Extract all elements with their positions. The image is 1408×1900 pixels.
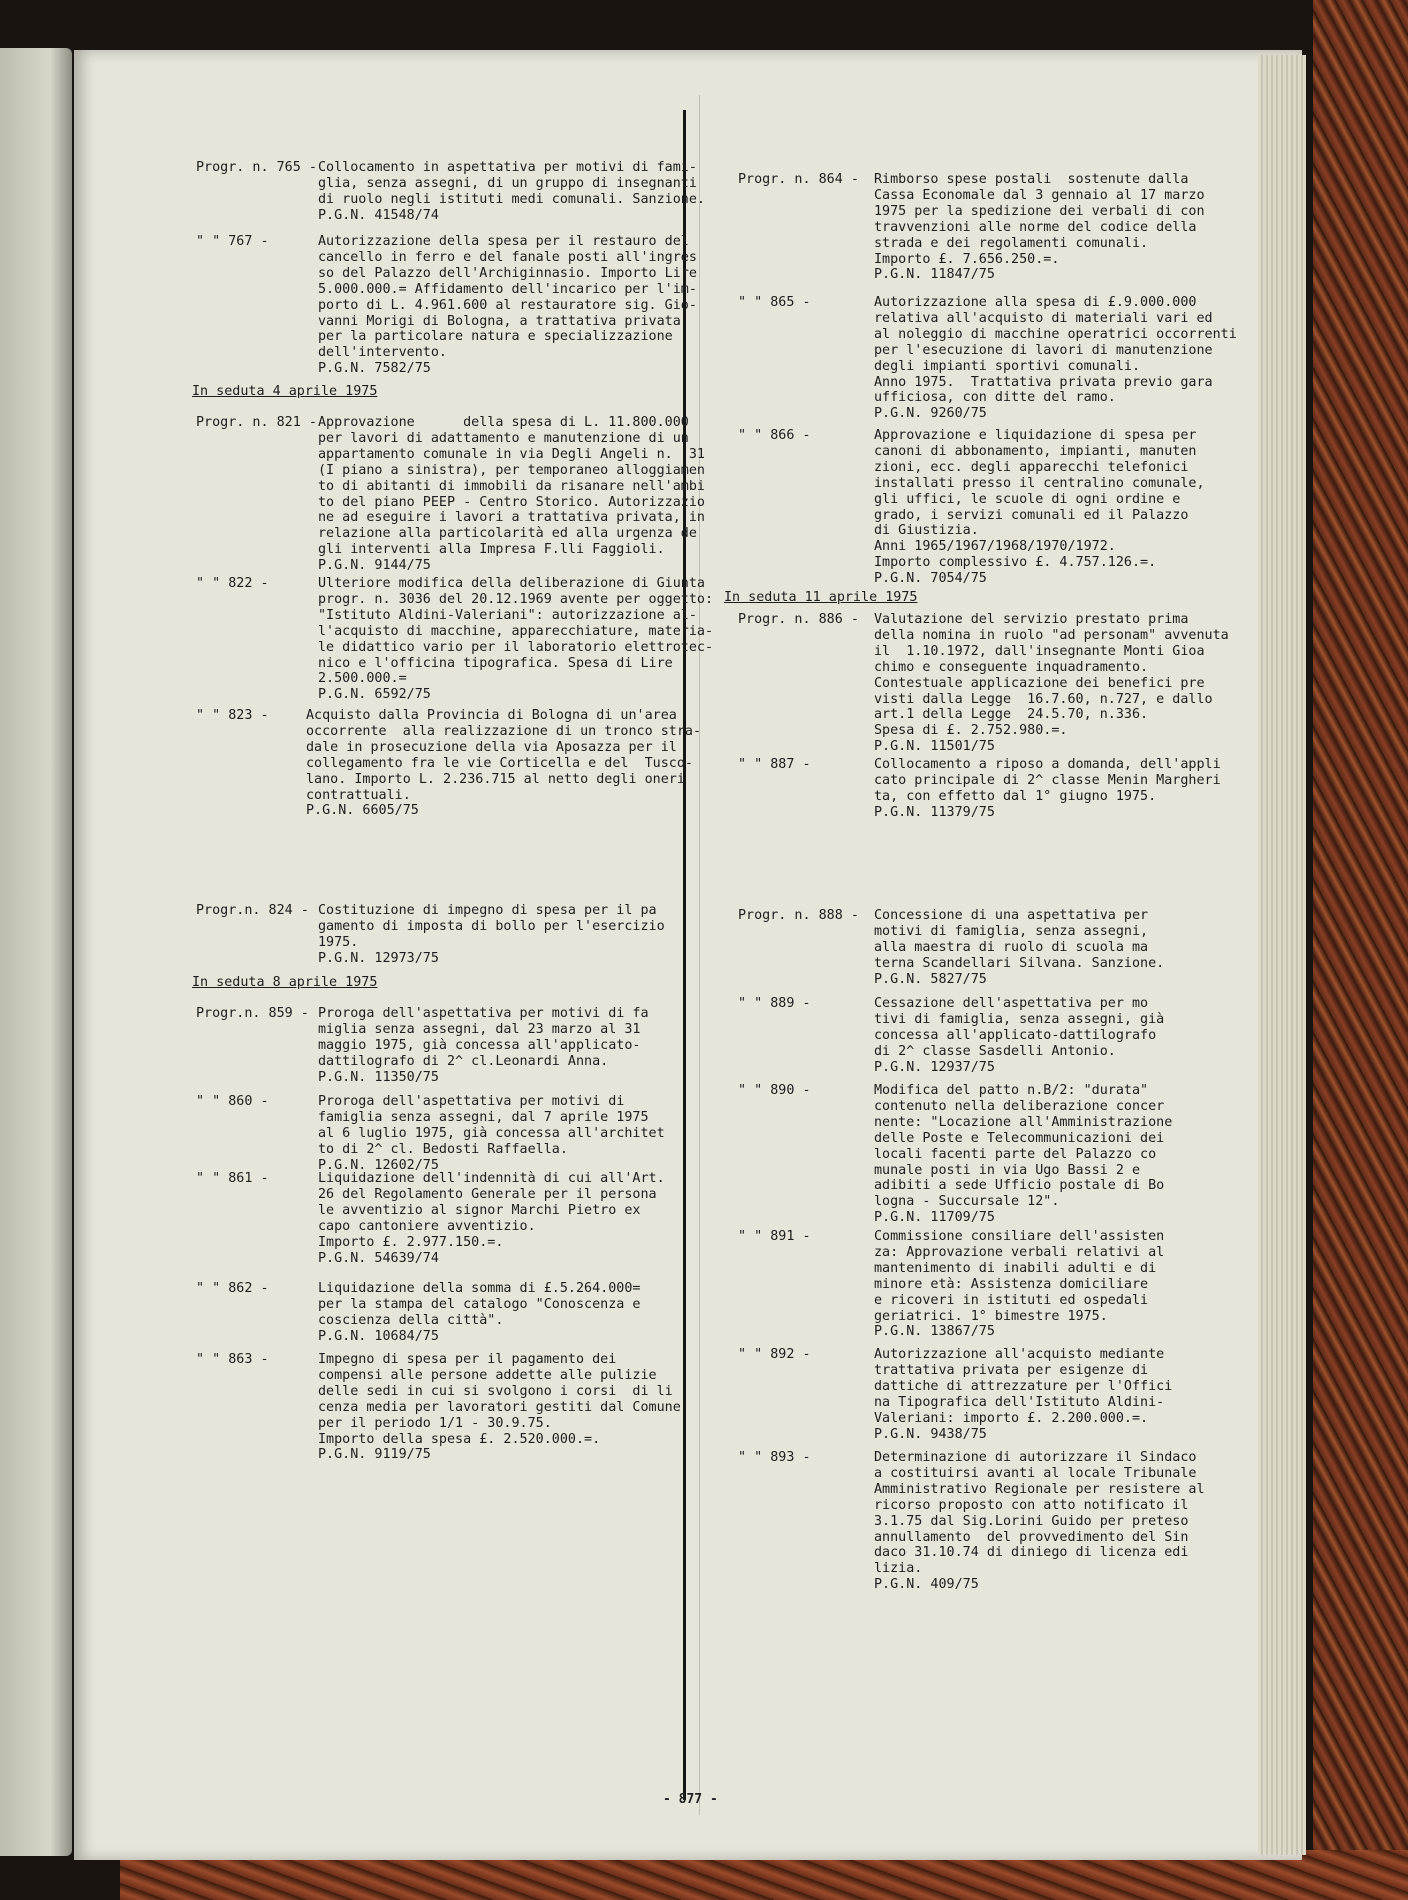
record-line: P.G.N. 7054/75 — [874, 571, 987, 587]
record-line: a costituirsi avanti al locale Tribunale — [874, 1465, 1197, 1481]
column-guide-line — [699, 95, 700, 1815]
record-line: relativa all'acquisto di materiali vari ed — [874, 310, 1213, 326]
record-line: capo cantoniere avventizio. — [318, 1218, 536, 1234]
record-line: Importo £. 2.977.150.=. — [318, 1234, 504, 1250]
record-text — [874, 172, 1205, 283]
record-line: delle Poste e Telecommunicazioni dei — [874, 1130, 1165, 1146]
record-line: cato principale di 2^ classe Menin Margheri — [874, 772, 1221, 788]
record-line: relazione alla particolarità ed alla urgenza de — [318, 526, 697, 542]
record-line: motivi di famiglia, senza assegni, — [874, 923, 1149, 939]
record-number-label: " " 861 - — [196, 1171, 269, 1186]
record-line: l'acquisto di macchine, apparecchiature, materia- — [318, 623, 714, 639]
record-line: Approvazione e liquidazione di spesa per — [874, 428, 1197, 443]
record-line: Anni 1965/1967/1968/1970/1972. — [874, 539, 1116, 555]
record-line: P.G.N. 11379/75 — [874, 804, 995, 820]
record-line: grado, i servizi comunali ed il Palazzo — [874, 507, 1189, 523]
record-text — [318, 576, 713, 703]
record-line: le didattico vario per il laboratorio elettrotec- — [318, 639, 714, 655]
session-heading: In seduta 8 aprile 1975 — [192, 975, 378, 990]
record-number-label: " " 893 - — [738, 1450, 811, 1465]
record-text — [874, 612, 1229, 755]
record-line: Valeriani: importo £. 2.200.000.=. — [874, 1410, 1149, 1426]
record-text — [318, 903, 665, 967]
record-number-label: " " 823 - — [196, 708, 269, 723]
record-line: porto di L. 4.961.600 al restauratore sig. Gio- — [318, 297, 697, 313]
record-line: Autorizzazione alla spesa di £.9.000.000 — [874, 295, 1197, 310]
record-text — [318, 1352, 681, 1463]
record-line: P.G.N. 11501/75 — [874, 739, 995, 755]
session-heading: In seduta 4 aprile 1975 — [192, 384, 378, 399]
record-line: 2.500.000.= — [318, 671, 407, 687]
record-line: Contestuale applicazione dei benefici pre — [874, 675, 1205, 691]
record-number-label: Progr. n. 765 - — [196, 160, 317, 175]
record-line: gli interventi alla Impresa F.lli Faggioli. — [318, 542, 665, 558]
record-line: P.G.N. 12973/75 — [318, 950, 439, 966]
record-line: munale posti in via Ugo Bassi 2 e — [874, 1162, 1141, 1178]
page-number: - 877 - — [663, 1792, 718, 1807]
record-line: le avventizio al signor Marchi Pietro ex — [318, 1202, 641, 1218]
record-line: canoni di abbonamento, impianti, manuten — [874, 443, 1197, 459]
record-text — [874, 1229, 1164, 1340]
record-number-label: " " 887 - — [738, 757, 811, 772]
record-line: Acquisto dalla Provincia di Bologna di un'area — [306, 708, 677, 723]
record-line: minore età: Assistenza domiciliare — [874, 1276, 1149, 1292]
record-line: della nomina in ruolo "ad personam" avvenuta — [874, 627, 1229, 643]
session-heading: In seduta 11 aprile 1975 — [724, 590, 918, 605]
record-line: Collocamento in aspettativa per motivi di fami- — [318, 160, 697, 175]
record-line: Liquidazione dell'indennità di cui all'Art. — [318, 1171, 665, 1186]
record-line: Impegno di spesa per il pagamento dei — [318, 1352, 617, 1367]
record-number-label: " " 863 - — [196, 1352, 269, 1367]
record-line: annullamento del provvedimento del Sin — [874, 1529, 1189, 1545]
page-stack-edge — [1258, 55, 1306, 1855]
record-line: contenuto nella deliberazione concer — [874, 1098, 1165, 1114]
record-line: Ulteriore modifica della deliberazione di Giunta — [318, 576, 705, 591]
record-line: terna Scandellari Silvana. Sanzione. — [874, 955, 1165, 971]
record-line: 5.000.000.= Affidamento dell'incarico per l'im- — [318, 281, 697, 297]
record-line: Valutazione del servizio prestato prima — [874, 612, 1189, 627]
record-line: maggio 1975, già concessa all'applicato- — [318, 1037, 641, 1053]
record-number-label: Progr.n. 859 - — [196, 1006, 309, 1021]
record-line: alla maestra di ruolo di scuola ma — [874, 939, 1149, 955]
record-line: P.G.N. 11350/75 — [318, 1069, 439, 1085]
record-line: dale in prosecuzione della via Aposazza per il — [306, 739, 677, 755]
record-line: e ricoveri in istituti ed ospedali — [874, 1292, 1149, 1308]
record-line: occorrente alla realizzazione di un tronco stra- — [306, 723, 702, 739]
record-line: P.G.N. 41548/74 — [318, 207, 439, 223]
record-line: Commissione consiliare dell'assisten — [874, 1229, 1165, 1244]
record-text — [874, 996, 1164, 1076]
record-number-label: Progr. n. 821 - — [196, 415, 317, 430]
record-line: Amministrativo Regionale per resistere al — [874, 1481, 1205, 1497]
record-line: travvenzioni alle norme del codice della — [874, 219, 1197, 235]
record-line: Approvazione della spesa di L. 11.800.000 — [318, 415, 689, 430]
record-line: delle sedi in cui si svolgono i corsi di li — [318, 1383, 673, 1399]
record-line: P.G.N. 6592/75 — [318, 687, 431, 703]
record-line: nico e l'officina tipografica. Spesa di Lire — [318, 655, 673, 671]
record-text — [318, 1094, 665, 1174]
record-line: 26 del Regolamento Generale per il persona — [318, 1186, 657, 1202]
record-line: Liquidazione della somma di £.5.264.000= — [318, 1281, 641, 1296]
record-line: Proroga dell'aspettativa per motivi di fa — [318, 1006, 649, 1021]
record-line: al noleggio di macchine operatrici occorrenti — [874, 326, 1237, 342]
record-text — [874, 908, 1164, 988]
record-line: per l'esecuzione di lavori di manutenzione — [874, 342, 1213, 358]
record-line: Anno 1975. Trattativa privata previo gara — [874, 374, 1213, 390]
record-line: adibiti a sede Ufficio postale di Bo — [874, 1178, 1165, 1194]
record-line: zioni, ecc. degli apparecchi telefonici — [874, 459, 1189, 475]
record-text — [874, 295, 1237, 422]
record-line: mantenimento di inabili adulti e di — [874, 1260, 1157, 1276]
record-text — [874, 757, 1221, 821]
record-line: di Giustizia. — [874, 523, 979, 539]
record-text — [318, 1006, 649, 1086]
record-line: art.1 della Legge 24.5.70, n.336. — [874, 707, 1149, 723]
record-line: "Istituto Aldini-Valeriani": autorizzazione al- — [318, 607, 697, 623]
record-line: P.G.N. 9438/75 — [874, 1426, 987, 1442]
record-line: 1975 per la spedizione dei verbali di con — [874, 203, 1205, 219]
record-line: Importo della spesa £. 2.520.000.=. — [318, 1431, 601, 1447]
record-line: Cassa Economale dal 3 gennaio al 17 marzo — [874, 187, 1205, 203]
record-line: ta, con effetto dal 1° giugno 1975. — [874, 788, 1157, 804]
facing-page-edge — [0, 48, 72, 1856]
record-line: per il periodo 1/1 - 30.9.75. — [318, 1415, 552, 1431]
record-line: Concessione di una aspettativa per — [874, 908, 1149, 923]
record-line: tivi di famiglia, senza assegni, già — [874, 1011, 1165, 1027]
record-line: gamento di imposta di bollo per l'esercizio — [318, 918, 665, 934]
record-line: P.G.N. 6605/75 — [306, 803, 419, 819]
record-number-label: " " 890 - — [738, 1083, 811, 1098]
record-line: Determinazione di autorizzare il Sindaco — [874, 1450, 1197, 1465]
record-line: vanni Morigi di Bologna, a trattativa privata — [318, 313, 681, 329]
record-line: (I piano a sinistra), per temporaneo alloggiamen — [318, 462, 705, 478]
record-line: P.G.N. 409/75 — [874, 1577, 979, 1593]
record-line: Proroga dell'aspettativa per motivi di — [318, 1094, 625, 1109]
record-number-label: Progr. n. 886 - — [738, 612, 859, 627]
record-line: trattativa privata per esigenze di — [874, 1362, 1149, 1378]
record-line: famiglia senza assegni, dal 7 aprile 1975 — [318, 1109, 649, 1125]
record-line: ufficiosa, con ditte del ramo. — [874, 390, 1116, 406]
record-line: P.G.N. 9144/75 — [318, 558, 431, 574]
record-line: nente: "Locazione all'Amministrazione — [874, 1114, 1173, 1130]
record-text — [874, 428, 1205, 587]
record-line: Importo £. 7.656.250.=. — [874, 251, 1060, 267]
record-line: dell'intervento. — [318, 345, 447, 361]
record-line: so del Palazzo dell'Archiginnasio. Importo Lire — [318, 265, 697, 281]
record-text — [318, 1281, 640, 1345]
record-text — [318, 160, 705, 224]
record-line: al 6 luglio 1975, già concessa all'architet — [318, 1125, 665, 1141]
record-line: P.G.N. 13867/75 — [874, 1324, 995, 1340]
record-line: contrattuali. — [306, 787, 411, 803]
record-line: ricorso proposto con atto notificato il — [874, 1497, 1189, 1513]
record-line: per la stampa del catalogo "Conoscenza e — [318, 1296, 641, 1312]
record-line: lizia. — [874, 1561, 923, 1577]
record-line: coscienza della città". — [318, 1312, 504, 1328]
record-line: di 2^ classe Sasdelli Antonio. — [874, 1043, 1116, 1059]
record-line: ne ad eseguire i lavori a trattativa privata, in — [318, 510, 705, 526]
record-number-label: Progr.n. 824 - — [196, 903, 309, 918]
record-line: collegamento fra le vie Corticella e del Tusco- — [306, 755, 693, 771]
record-line: degli impianti sportivi comunali. — [874, 358, 1141, 374]
record-number-label: Progr. n. 864 - — [738, 172, 859, 187]
record-line: P.G.N. 9260/75 — [874, 406, 987, 422]
record-line: locali facenti parte del Palazzo co — [874, 1146, 1157, 1162]
record-number-label: Progr. n. 888 - — [738, 908, 859, 923]
record-text — [318, 415, 705, 574]
record-line: appartamento comunale in via Degli Angeli n. 31 — [318, 446, 705, 462]
record-number-label: " " 862 - — [196, 1281, 269, 1296]
record-line: Spesa di £. 2.752.980.=. — [874, 723, 1068, 739]
record-line: Collocamento a riposo a domanda, dell'appli — [874, 757, 1221, 772]
record-line: P.G.N. 54639/74 — [318, 1250, 439, 1266]
record-line: visti dalla Legge 16.7.60, n.727, e dallo — [874, 691, 1213, 707]
record-line: concessa all'applicato-dattilografo — [874, 1027, 1157, 1043]
record-line: per la particolare natura e specializzazione — [318, 329, 673, 345]
record-line: to di abitanti di immobili da risanare nell'ambi — [318, 478, 705, 494]
record-line: progr. n. 3036 del 20.12.1969 avente per oggetto: — [318, 591, 714, 607]
record-line: glia, senza assegni, di un gruppo di insegnanti — [318, 175, 697, 191]
record-line: P.G.N. 5827/75 — [874, 971, 987, 987]
record-line: Costituzione di impegno di spesa per il pa — [318, 903, 657, 918]
record-text — [318, 1171, 665, 1266]
record-line: installati presso il centralino comunale, — [874, 475, 1205, 491]
record-number-label: " " 866 - — [738, 428, 811, 443]
record-line: to di 2^ cl. Bedosti Raffaella. — [318, 1141, 568, 1157]
record-line: dattiche di attrezzature per l'Offici — [874, 1378, 1173, 1394]
record-line: Importo complessivo £. 4.757.126.=. — [874, 555, 1157, 571]
record-line: dattilografo di 2^ cl.Leonardi Anna. — [318, 1053, 609, 1069]
record-text — [318, 234, 697, 377]
record-number-label: " " 860 - — [196, 1094, 269, 1109]
record-line: miglia senza assegni, dal 23 marzo al 31 — [318, 1021, 641, 1037]
record-line: Autorizzazione all'acquisto mediante — [874, 1347, 1165, 1362]
record-line: cenza media per lavoratori gestiti dal Comune — [318, 1399, 681, 1415]
record-line: 1975. — [318, 934, 359, 950]
record-number-label: " " 865 - — [738, 295, 811, 310]
record-line: P.G.N. 12602/75 — [318, 1157, 439, 1173]
record-text — [874, 1450, 1205, 1593]
record-line: lano. Importo L. 2.236.715 al netto degli oneri — [306, 771, 685, 787]
record-line: 3.1.75 dal Sig.Lorini Guido per preteso — [874, 1513, 1189, 1529]
record-number-label: " " 767 - — [196, 234, 269, 249]
record-number-label: " " 889 - — [738, 996, 811, 1011]
record-line: P.G.N. 11709/75 — [874, 1210, 995, 1226]
record-number-label: " " 892 - — [738, 1347, 811, 1362]
record-line: Autorizzazione della spesa per il restauro del — [318, 234, 689, 249]
record-number-label: " " 891 - — [738, 1229, 811, 1244]
record-line: gli uffici, le scuole di ogni ordine e — [874, 491, 1181, 507]
record-line: P.G.N. 10684/75 — [318, 1328, 439, 1344]
record-line: strada e dei regolamenti comunali. — [874, 235, 1149, 251]
record-line: daco 31.10.74 di diniego di licenza edi — [874, 1545, 1189, 1561]
record-line: Rimborso spese postali sostenute dalla — [874, 172, 1189, 187]
record-line: na Tipografica dell'Istituto Aldini- — [874, 1394, 1165, 1410]
record-line: P.G.N. 7582/75 — [318, 361, 431, 377]
record-number-label: " " 822 - — [196, 576, 269, 591]
record-line: Cessazione dell'aspettativa per mo — [874, 996, 1149, 1011]
record-line: P.G.N. 11847/75 — [874, 267, 995, 283]
record-text — [306, 708, 701, 819]
record-line: chimo e conseguente inquadramento. — [874, 659, 1149, 675]
record-line: di ruolo negli istituti medi comunali. Sanzione. — [318, 191, 705, 207]
book-cover-edge — [1313, 0, 1408, 1900]
record-line: compensi alle persone addette alle pulizie — [318, 1367, 657, 1383]
record-line: Modifica del patto n.B/2: "durata" — [874, 1083, 1149, 1098]
record-line: cancello in ferro e del fanale posti all'ingres — [318, 249, 697, 265]
record-line: P.G.N. 9119/75 — [318, 1447, 431, 1463]
record-text — [874, 1347, 1172, 1442]
record-line: geriatrici. 1° bimestre 1975. — [874, 1308, 1108, 1324]
record-line: il 1.10.1972, dall'insegnante Monti Gioa — [874, 643, 1205, 659]
record-line: P.G.N. 12937/75 — [874, 1059, 995, 1075]
record-text — [874, 1083, 1172, 1226]
record-line: logna - Succursale 12". — [874, 1194, 1060, 1210]
record-line: za: Approvazione verbali relativi al — [874, 1244, 1165, 1260]
record-line: per lavori di adattamento e manutenzione di un — [318, 430, 689, 446]
record-line: to del piano PEEP - Centro Storico. Autorizzazio — [318, 494, 705, 510]
